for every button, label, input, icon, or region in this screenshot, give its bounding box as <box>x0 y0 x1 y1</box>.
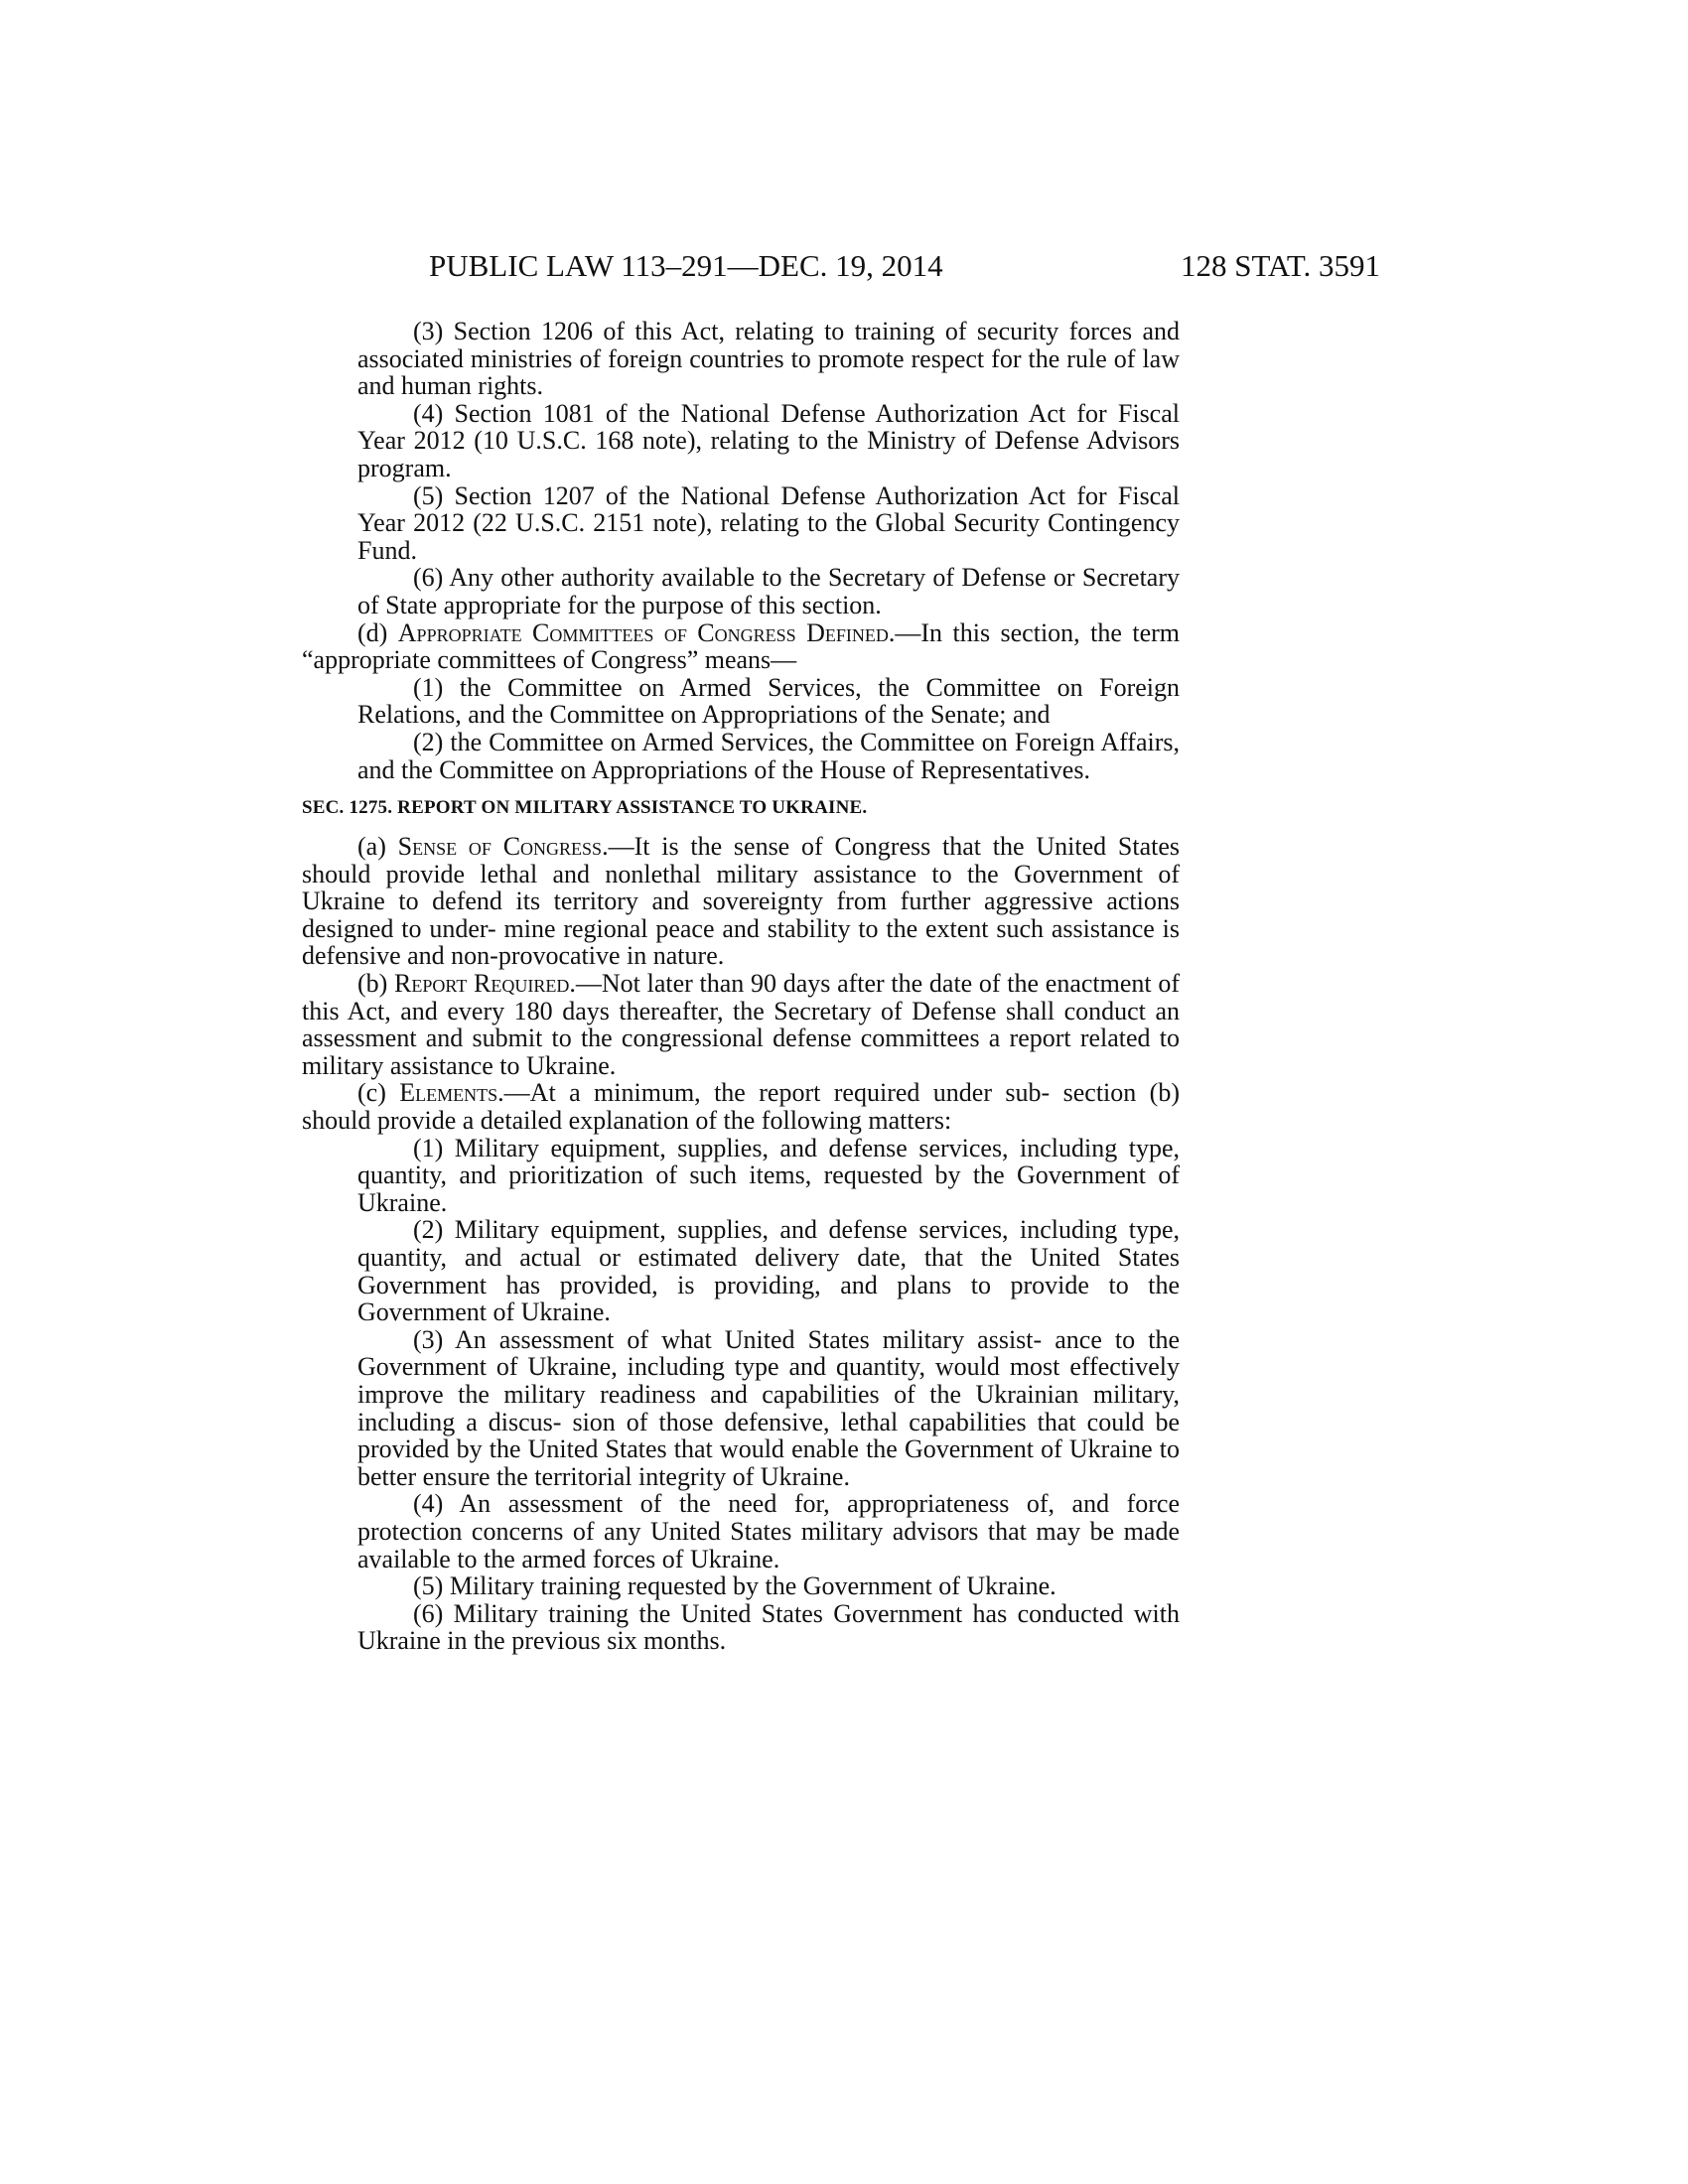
public-law-citation: PUBLIC LAW 113–291—DEC. 19, 2014 <box>429 248 943 283</box>
subsection-a <box>302 833 1180 970</box>
paragraph-item-3: (3) Section 1206 of this Act, relating to training of security forces and associated ministries of foreign countries to promote respect for the rule of law and human rights. <box>357 317 1180 401</box>
document-body <box>302 318 1180 1655</box>
subsection-b-heading: Report Required <box>394 969 570 999</box>
subsection-a-heading: Sense of Congress <box>397 832 603 862</box>
subsection-a-text: .—It is the sense of Congress that the United States should provide lethal and nonlethal military assistance to the Government of Ukraine to defend its territory and sovereignty from further aggressive actions designed to under- mine regional peace and stability to the extent such assistance is defensive and non-provocative in nature. <box>302 832 1180 971</box>
subsection-c-item-5: (5) Military training requested by the Government of Ukraine. <box>413 1571 1056 1601</box>
subsection-d-label: (d) <box>357 617 398 647</box>
subsection-c-item-3: (3) An assessment of what United States military assist- ance to the Government of Ukraine, including type and quantity, would most effectively improve the military readiness and capabilities of the Ukrainian military, including a discus- sion of those defensive, lethal capabilities that could be provided by the United States that would enable the Government of Ukraine to better ensure the territorial integrity of Ukraine. <box>357 1324 1180 1491</box>
subsection-d-item-1: (1) the Committee on Armed Services, the Committee on Foreign Relations, and the Committee on Appropriations of the Senate; and <box>357 672 1180 730</box>
subsection-c <box>302 1079 1180 1134</box>
subsection-b-text: .—Not later than 90 days after the date of the enactment of this Act, and every 180 days thereafter, the Secretary of Defense shall conduct an assessment and submit to the congressional defense committees a report related to military assistance to Ukraine. <box>302 969 1180 1080</box>
subsection-b-label: (b) <box>357 969 395 999</box>
subsection-c-item-2: (2) Military equipment, supplies, and defense services, including type, quantity, and actual or estimated delivery date, that the United States Government has provided, is providing, and plans to provide to the Government of Ukraine. <box>357 1215 1180 1327</box>
subsection-b <box>302 970 1180 1079</box>
subsection-d-item-2: (2) the Committee on Armed Services, the Committee on Foreign Affairs, and the Committee on Appropriations of the House of Representatives. <box>357 727 1180 784</box>
subsection-d-text: .—In this section, the term “appropriate committees of Congress” means— <box>302 617 1180 675</box>
subsection-c-label: (c) <box>357 1078 400 1108</box>
subsection-c-item-1: (1) Military equipment, supplies, and defense services, including type, quantity, and prioritization of such items, requested by the Government of Ukraine. <box>357 1133 1180 1217</box>
paragraph-item-5: (5) Section 1207 of the National Defense Authorization Act for Fiscal Year 2012 (22 U.S.C. 2151 note), relating to the Global Security Contingency Fund. <box>357 480 1180 565</box>
subsection-c-item-6: (6) Military training the United States Government has conducted with Ukraine in the previous six months. <box>357 1598 1180 1656</box>
running-head <box>298 246 1380 286</box>
subsection-d-heading: Appropriate Committees of Congress Defined <box>397 617 889 647</box>
section-heading: SEC. 1275. REPORT ON MILITARY ASSISTANCE TO UKRAINE. <box>302 797 868 819</box>
subsection-d <box>302 619 1180 674</box>
statute-page-number: 128 STAT. 3591 <box>1180 248 1380 283</box>
paragraph-item-4: (4) Section 1081 of the National Defense Authorization Act for Fiscal Year 2012 (10 U.S.C. 168 note), relating to the Ministry of Defense Advisors program. <box>357 398 1180 482</box>
subsection-c-heading: Elements <box>399 1078 498 1108</box>
paragraph-item-6: (6) Any other authority available to the Secretary of Defense or Secretary of State appropriate for the purpose of this section. <box>357 563 1180 619</box>
subsection-c-text: .—At a minimum, the report required under sub- section (b) should provide a detailed explanation of the following matters: <box>302 1078 1180 1136</box>
subsection-a-label: (a) <box>357 832 398 862</box>
subsection-c-item-4: (4) An assessment of the need for, appropriateness of, and force protection concerns of any United States military advisors that may be made available to the armed forces of Ukraine. <box>357 1489 1180 1573</box>
